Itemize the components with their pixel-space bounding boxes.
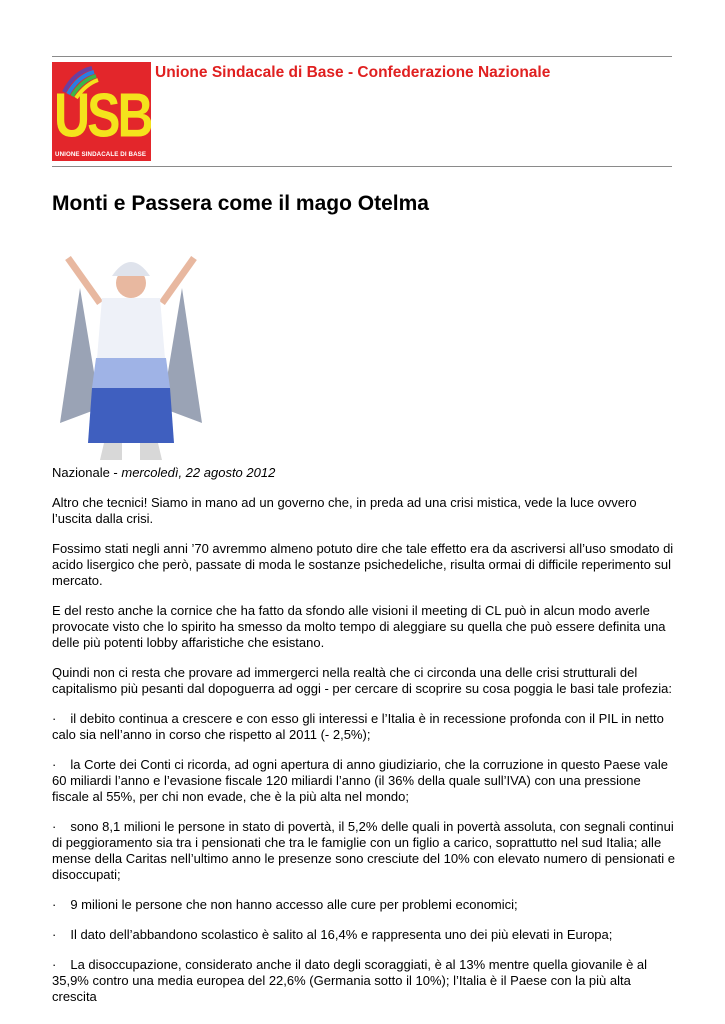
list-item (52, 927, 676, 943)
top-rule (52, 56, 672, 57)
bullet-icon: · (52, 757, 57, 772)
article-date: mercoledì, 22 agosto 2012 (121, 465, 276, 480)
article-photo (60, 248, 202, 463)
list-item (52, 757, 676, 805)
list-item-text: Il dato dell’abbandono scolastico è salito al 16,4% e rappresenta uno dei più elevati in Europa; (70, 927, 613, 942)
article-body (52, 465, 676, 1019)
bullet-icon: · (52, 711, 57, 726)
article-category: Nazionale - (52, 465, 122, 480)
list-item (52, 897, 676, 913)
list-item-text: sono 8,1 milioni le persone in stato di povertà, il 5,2% delle quali in povertà assoluta, con segnali continui di peggioramento sia tra i pensionati che tra le famiglie con un figlio a carico, soprattutto nel sud Italia; alle mense della Caritas nell’ultimo anno le presenze sono cresciute del 10% con elevato numero di pensionati e disoccupati; (52, 819, 675, 882)
article-title: Monti e Passera come il mago Otelma (52, 192, 429, 215)
paragraph: Quindi non ci resta che provare ad immergerci nella realtà che ci circonda una delle crisi strutturali del capitalismo più pesanti dal dopoguerra ad oggi - per cercare di scoprire su cosa poggia le basi tale profezia: (52, 665, 673, 696)
list-item-text: La disoccupazione, considerato anche il dato degli scoraggiati, è al 13% mentre quella giovanile è al 35,9% contro una media europea del 22,6% (Germania sotto il 10%); l’Italia è il Paese con la più alta crescita (52, 957, 648, 1004)
bullet-icon: · (52, 897, 57, 912)
list-item (52, 819, 676, 883)
paragraph: E del resto anche la cornice che ha fatto da sfondo alle visioni il meeting di CL può in alcun modo averle provocate visto che lo spirito ha smesso da molto tempo di aleggiare su quella che può essere definita una delle più potenti lobby affaristiche che esistano. (52, 603, 666, 650)
bullet-icon: · (52, 957, 57, 972)
list-item-text: il debito continua a crescere e con esso gli interessi e l’Italia è in recessione profonda con il PIL in netto calo sia nell’anno in corso che rispetto al 2011 (- 2,5%); (52, 711, 664, 742)
organization-name[interactable]: Unione Sindacale di Base - Confederazione Nazionale (155, 64, 551, 81)
logo-subtext: UNIONE SINDACALE DI BASE (55, 150, 147, 158)
bottom-rule (52, 166, 672, 167)
bullet-icon: · (52, 819, 57, 834)
list-item (52, 957, 676, 1005)
article-meta (52, 465, 676, 481)
logo-wordmark: USB (54, 80, 151, 151)
paragraph: Altro che tecnici! Siamo in mano ad un governo che, in preda ad una crisi mistica, vede la luce ovvero l’uscita dalla crisi. (52, 495, 637, 526)
list-item-text: la Corte dei Conti ci ricorda, ad ogni apertura di anno giudiziario, che la corruzione in questo Paese vale 60 miliardi l’anno e l’evasione fiscale 120 miliardi l’anno (il 36% della quale sull’IVA) con una pressione fiscale al 55%, per chi non evade, che è la più alta nel mondo; (52, 757, 668, 804)
usb-logo (52, 62, 151, 161)
list-item (52, 711, 676, 743)
paragraph: Fossimo stati negli anni ’70 avremmo almeno potuto dire che tale effetto era da ascriversi all’uso smodato di acido lisergico che però, passate di moda le sostanze psichedeliche, risulta ormai di difficile reperimento sul mercato. (52, 541, 674, 588)
bullet-icon: · (52, 927, 57, 942)
list-item-text: 9 milioni le persone che non hanno accesso alle cure per problemi economici; (70, 897, 518, 912)
